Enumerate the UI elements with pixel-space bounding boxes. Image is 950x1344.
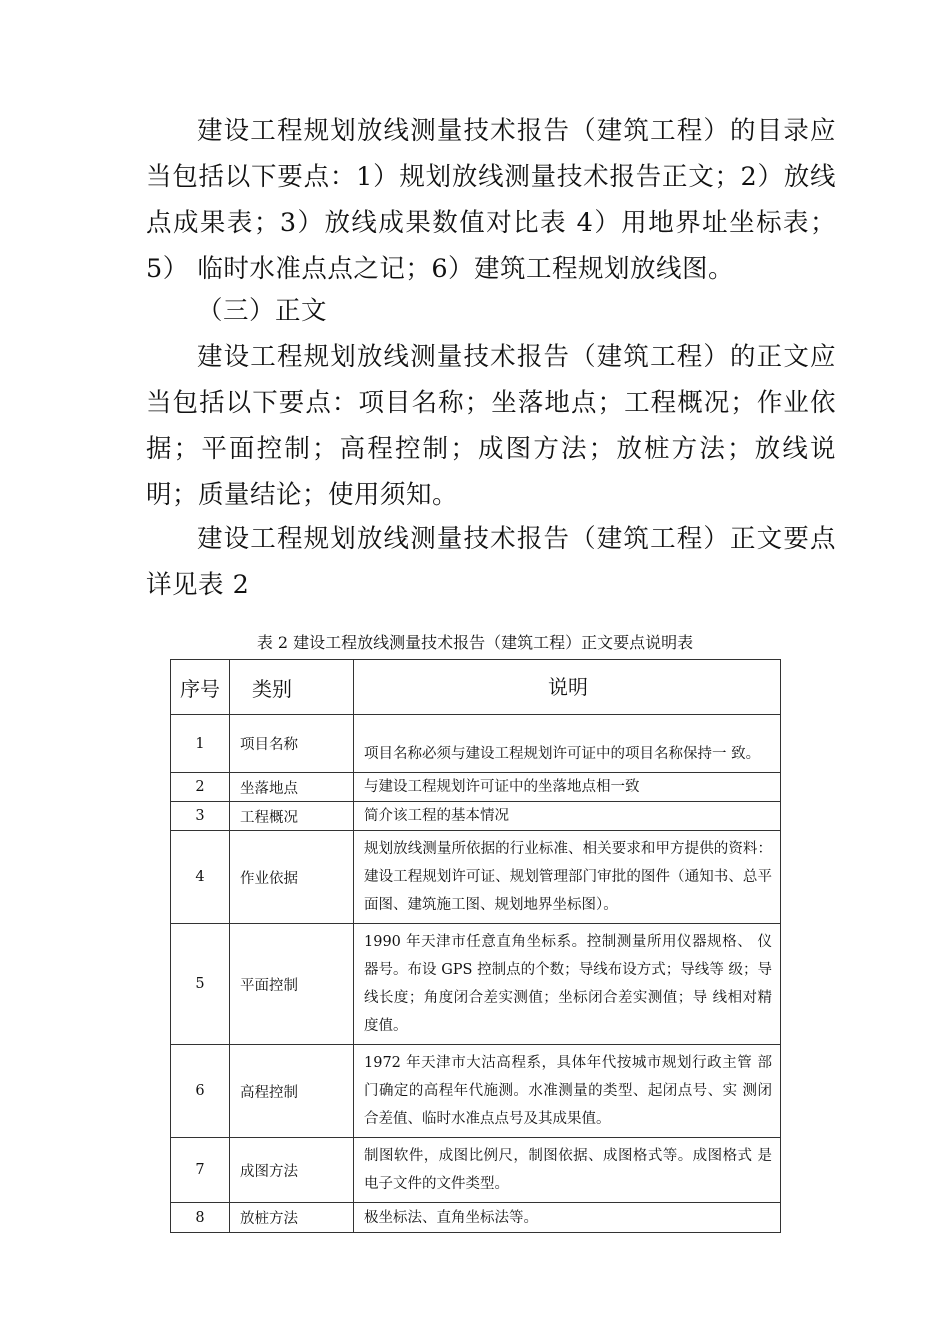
main-text-points-table bbox=[170, 659, 781, 1233]
row-no: 4 bbox=[171, 831, 230, 924]
paragraph-main-text-points: 建设工程规划放线测量技术报告（建筑工程）的正文应 当包括以下要点：项目名称；坐落地点；工程概况；作业依 据；平面控制；高程控制；成图方法；放桩方法；放线说明；质量结论；使用须知。 bbox=[146, 342, 836, 510]
table-row bbox=[171, 924, 781, 1045]
table-row bbox=[171, 1203, 781, 1233]
paragraph-table-of-contents: 建设工程规划放线测量技术报告（建筑工程）的目录应 当包括以下要点：1）规划放线测量技术报告正文；2）放线 点成果表；3）放线成果数值对比表 4）用地界址坐标表；5） 临时水准点点之记；6）建筑工程规划放线图。 bbox=[146, 116, 836, 284]
row-description: 项目名称必须与建设工程规划许可证中的项目名称保持一 致。 bbox=[354, 715, 781, 773]
row-category: 坐落地点 bbox=[230, 773, 354, 802]
paragraph-see-table: 建设工程规划放线测量技术报告（建筑工程）正文要点 详见表 2 bbox=[146, 524, 836, 600]
table-header-row bbox=[171, 660, 781, 715]
row-no: 8 bbox=[171, 1203, 230, 1233]
table-row bbox=[171, 802, 781, 831]
row-no: 5 bbox=[171, 924, 230, 1045]
row-category: 作业依据 bbox=[230, 831, 354, 924]
row-description: 制图软件，成图比例尺，制图依据、成图格式等。成图格式 是电子文件的文件类型。 bbox=[354, 1138, 781, 1203]
row-description: 1972 年天津市大沽高程系，具体年代按城市规划行政主管 部门确定的高程年代施测。水准测量的类型、起闭点号、实 测闭合差值、临时水准点点号及其成果值。 bbox=[354, 1045, 781, 1138]
table-caption: 表 2 建设工程放线测量技术报告（建筑工程）正文要点说明表 bbox=[256, 633, 694, 652]
row-no: 6 bbox=[171, 1045, 230, 1138]
row-category: 高程控制 bbox=[230, 1045, 354, 1138]
row-no: 3 bbox=[171, 802, 230, 831]
table-row bbox=[171, 1138, 781, 1203]
row-description: 简介该工程的基本情况 bbox=[354, 802, 781, 831]
row-category: 工程概况 bbox=[230, 802, 354, 831]
table-row bbox=[171, 1045, 781, 1138]
row-category: 平面控制 bbox=[230, 924, 354, 1045]
row-description: 1990 年天津市任意直角坐标系。控制测量所用仪器规格、 仪器号。布设 GPS 控制点的个数；导线布设方式；导线等 级；导线长度；角度闭合差实测值；坐标闭合差实测值；导 线相对精度值。 bbox=[354, 924, 781, 1045]
row-category: 项目名称 bbox=[230, 715, 354, 773]
row-no: 7 bbox=[171, 1138, 230, 1203]
table-row bbox=[171, 715, 781, 773]
row-description: 极坐标法、直角坐标法等。 bbox=[354, 1203, 781, 1233]
row-description: 与建设工程规划许可证中的坐落地点相一致 bbox=[354, 773, 781, 802]
header-no: 序号 bbox=[171, 660, 230, 715]
header-category: 类别 bbox=[230, 660, 354, 715]
row-category: 成图方法 bbox=[230, 1138, 354, 1203]
section-heading-main-text: （三）正文 bbox=[197, 296, 328, 326]
header-description: 说明 bbox=[354, 660, 781, 715]
row-no: 2 bbox=[171, 773, 230, 802]
table-row bbox=[171, 773, 781, 802]
row-category: 放桩方法 bbox=[230, 1203, 354, 1233]
table-row bbox=[171, 831, 781, 924]
row-no: 1 bbox=[171, 715, 230, 773]
row-description: 规划放线测量所依据的行业标准、相关要求和甲方提供的资料：建设工程规划许可证、规划管理部门审批的图件（通知书、总平面图、建筑施工图、规划地界坐标图）。 bbox=[354, 831, 781, 924]
